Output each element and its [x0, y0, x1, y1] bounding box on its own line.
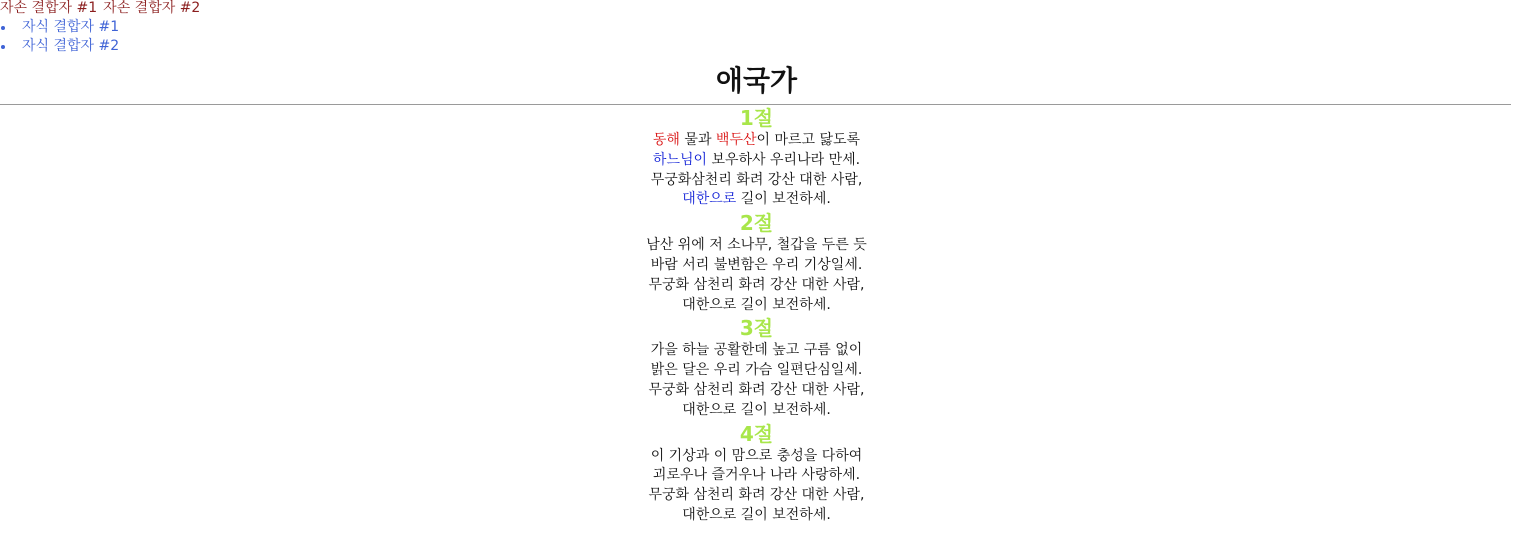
- verse-text: 무궁화 삼천리 화려 강산 대한 사람,: [648, 276, 865, 293]
- verse-line: [0, 190, 1513, 210]
- child-combinator-item: 자식 결합자 #2: [0, 37, 1513, 56]
- verse-stanza: [0, 341, 1513, 420]
- verse-text: 대한으로 길이 보전하세.: [682, 401, 831, 418]
- descendant-combinator-line: [0, 0, 1513, 16]
- verse-line: [0, 296, 1513, 316]
- verse-text: 바람 서리 불변함은 우리 기상일세.: [650, 256, 863, 273]
- verse-text: 남산 위에 저 소나무, 철갑을 두른 듯: [646, 237, 867, 254]
- verse-line: [0, 171, 1513, 191]
- verse-line: [0, 151, 1513, 171]
- verse-text: 보우하사 우리나라 만세.: [707, 151, 861, 168]
- descendant-combinator-2: 자손 결합자 #2: [103, 0, 201, 16]
- verse-text: 가을 하늘 공활한데 높고 구름 없이: [650, 342, 863, 359]
- verse-line: [0, 447, 1513, 467]
- highlight-red: 동해: [652, 132, 680, 148]
- verse-heading: 1절: [739, 106, 774, 130]
- verse-line: [0, 341, 1513, 361]
- verse-line: [0, 276, 1513, 296]
- child-combinator-list: [0, 18, 1513, 56]
- anthem-verses: [0, 105, 1513, 526]
- page-title: 애국가: [715, 64, 798, 97]
- verse-line: [0, 486, 1513, 506]
- verse-line: [0, 506, 1513, 526]
- highlight-blue: 하느님이: [652, 151, 708, 168]
- verse-text: 대한으로 길이 보전하세.: [682, 506, 831, 523]
- verse-text: 무궁화 삼천리 화려 강산 대한 사람,: [648, 487, 865, 504]
- verse-stanza: [0, 131, 1513, 210]
- child-combinator-item: 자식 결합자 #1: [0, 18, 1513, 37]
- verse-text: 이 마르고 닳도록: [756, 132, 861, 148]
- verse-line: [0, 381, 1513, 401]
- verse-heading: 2절: [739, 211, 774, 236]
- verse-text: 이 기상과 이 맘으로 충성을 다하여: [650, 447, 863, 464]
- verse-text: 물과: [679, 132, 716, 148]
- highlight-blue: 대한으로: [682, 191, 737, 208]
- verse-line: [0, 361, 1513, 381]
- verse-text: 무궁화 삼천리 화려 강산 대한 사람,: [648, 381, 865, 398]
- verse-text: 무궁화삼천리 화려 강산 대한 사람,: [650, 171, 863, 188]
- verse-line: [0, 236, 1513, 256]
- verse-stanza: [0, 447, 1513, 526]
- descendant-combinator-1: 자손 결합자 #1: [0, 0, 98, 16]
- verse-text: 괴로우나 즐거우나 나라 사랑하세.: [652, 467, 861, 484]
- verse-heading: 4절: [739, 421, 774, 446]
- verse-line: [0, 131, 1513, 151]
- verse-text: 길이 보전하세.: [736, 191, 831, 208]
- verse-stanza: [0, 236, 1513, 315]
- verse-line: [0, 401, 1513, 421]
- verse-line: [0, 256, 1513, 276]
- verse-text: 밝은 달은 우리 가슴 일편단심일세.: [650, 362, 863, 379]
- verse-heading: 3절: [739, 316, 774, 341]
- verse-text: 대한으로 길이 보전하세.: [682, 296, 831, 313]
- verse-line: [0, 466, 1513, 486]
- highlight-red: 백두산: [715, 132, 757, 148]
